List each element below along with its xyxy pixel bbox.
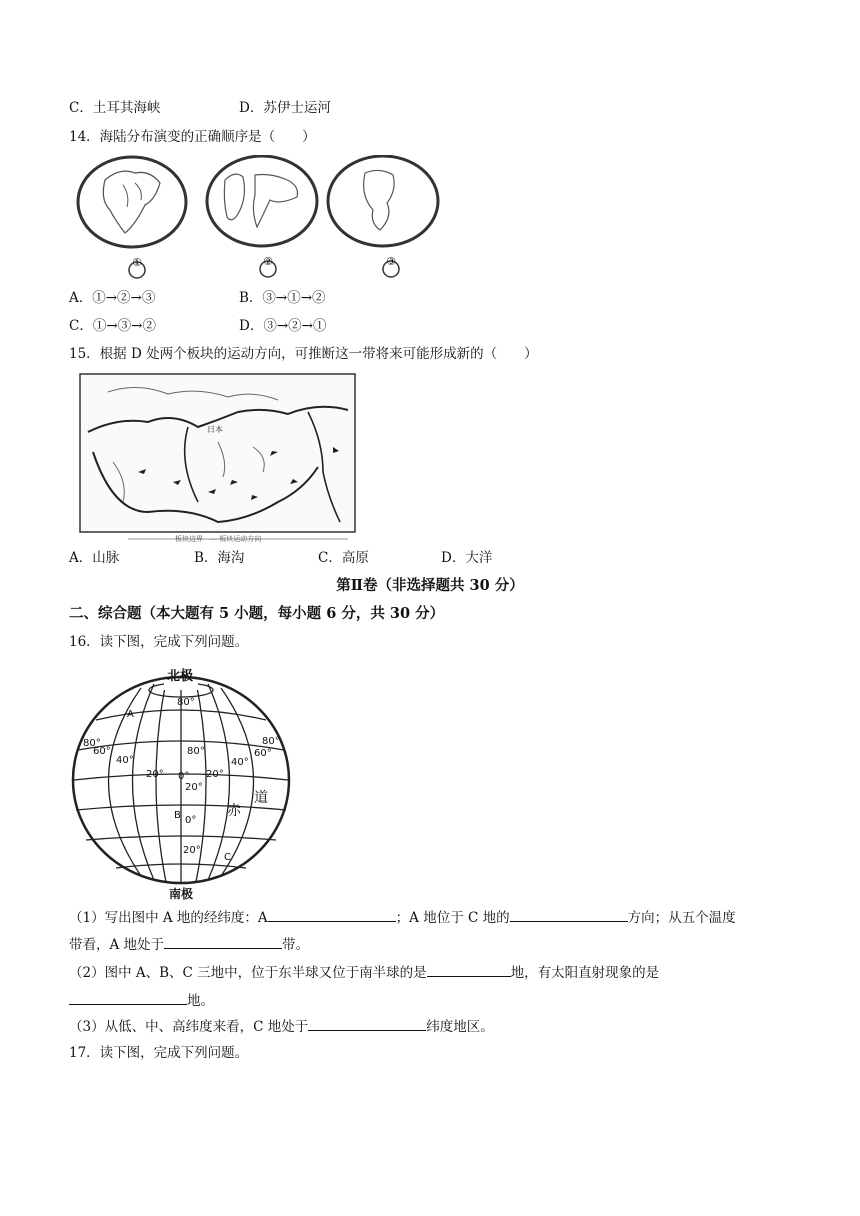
q15-option-d: D．大洋 (441, 550, 493, 566)
globe-equator-label-a: 赤 (227, 803, 241, 819)
globe-lat-80: 80° (177, 697, 195, 708)
q17-stem: 17．读下图，完成下列问题。 (69, 1045, 249, 1061)
q13-option-d: D．苏伊士运河 (239, 100, 331, 116)
globe-lat-label: 20° (185, 782, 203, 793)
globe-lon-label: 80° (262, 736, 280, 747)
q16-sub1-text-e: 带。 (282, 937, 310, 953)
answer-blank[interactable] (69, 990, 187, 1005)
globe-lat-label: 0° (185, 815, 197, 826)
q16-sub1-line1 (69, 907, 736, 927)
q14-fig-label-1: ① (132, 256, 142, 269)
q14-stem: 14．海陆分布演变的正确顺序是（ ） (69, 129, 316, 145)
globe-point-c: C (224, 852, 231, 863)
q16-sub2-text-c: 地。 (187, 993, 214, 1009)
q16-sub1-text-b: ；A 地位于 C 地的 (395, 910, 510, 926)
q14-option-d: D．③→②→① (239, 318, 327, 334)
q16-sub2-text-b: 地，有太阳直射现象的是 (510, 965, 660, 981)
answer-blank[interactable] (308, 1016, 426, 1031)
globe-point-b: B (174, 810, 181, 821)
globe-lon-label: 0° (178, 771, 190, 782)
answer-blank[interactable] (268, 907, 396, 922)
q15-option-c: C．高原 (318, 550, 369, 566)
q16-stem: 16．读下图，完成下列问题。 (69, 634, 249, 650)
q15-map-label-d: 日本 (207, 425, 223, 434)
q13-option-c: C．土耳其海峡 (69, 100, 161, 116)
globe-lat-label: 20° (183, 845, 201, 856)
globe-lon-label: 20° (146, 769, 164, 780)
q16-sub3-text-a: （3）从低、中、高纬度来看，C 地处于 (69, 1019, 309, 1035)
answer-blank[interactable] (427, 962, 511, 977)
q16-sub2-line2 (69, 990, 214, 1010)
part2-section-heading: 二、综合题（本大题有 5 小题，每小题 6 分，共 30 分） (69, 605, 445, 622)
q14-fig-label-3: ③ (386, 255, 396, 268)
q14-option-b: B．③→①→② (239, 290, 326, 306)
q16-sub2-line1 (69, 962, 659, 982)
q16-sub3 (69, 1016, 494, 1036)
globe-lon-label: 20° (206, 769, 224, 780)
answer-blank[interactable] (510, 907, 628, 922)
globe-south-pole: 南极 (169, 887, 194, 901)
q14-option-a: A．①→②→③ (69, 290, 156, 306)
q15-map-legend: 板块边界 — 板块运动方向 (175, 535, 262, 543)
q15-option-a: A．山脉 (69, 550, 120, 566)
globe-north-pole: 北极 (167, 669, 194, 684)
globe-equator-label-b: 道 (254, 790, 268, 806)
q16-sub3-text-b: 纬度地区。 (426, 1019, 494, 1035)
globe-lon-label: 60° (254, 748, 272, 759)
globe-point-a: A (127, 709, 134, 720)
q15-stem: 15．根据 D 处两个板块的运动方向，可推断这一带将来可能形成新的（ ） (69, 346, 538, 362)
globe-lon-label: 40° (231, 757, 249, 768)
q14-option-c: C．①→③→② (69, 318, 156, 334)
globe-lon-label: 60° (93, 746, 111, 757)
part2-title: 第Ⅱ卷（非选择题共 30 分） (336, 577, 524, 594)
globe-lon-label: 40° (116, 755, 134, 766)
q14-fig-label-2: ② (263, 255, 273, 268)
q16-sub1-text-d: 带看，A 地处于 (69, 937, 165, 953)
q15-plate-map (78, 372, 358, 547)
q16-sub1-text-a: （1）写出图中 A 地的经纬度：A (69, 910, 268, 926)
q16-sub1-line2 (69, 934, 309, 954)
q16-sub1-text-c: 方向；从五个温度 (627, 910, 736, 926)
globe-lon-label: 80° (83, 738, 101, 749)
q16-sub2-text-a: （2）图中 A、B、C 三地中，位于东半球又位于南半球的是 (69, 965, 427, 981)
globe-lat-label: 80° (187, 746, 205, 757)
answer-blank[interactable] (164, 934, 282, 949)
q15-option-b: B．海沟 (194, 550, 245, 566)
